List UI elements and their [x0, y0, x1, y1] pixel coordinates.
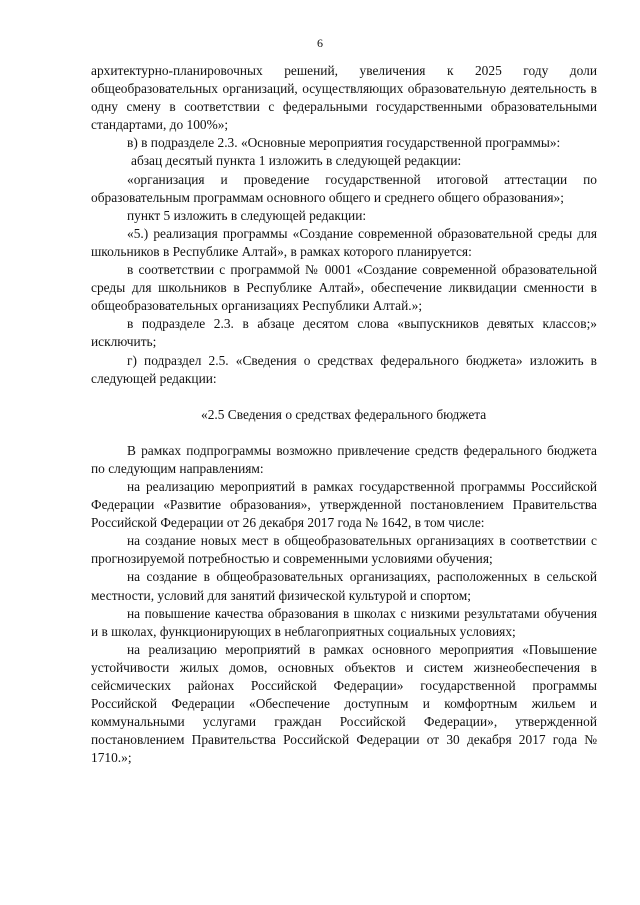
- paragraph: «организация и проведение государственной итоговой аттестации по образовательным программам основного общего и среднего общего образования»;: [91, 171, 597, 205]
- paragraph: «5.) реализация программы «Создание современной образовательной среды для школьников в Республике Алтай», в рамках которого планируется:: [91, 225, 597, 259]
- paragraph: в) в подразделе 2.3. «Основные мероприятия государственной программы»:: [127, 135, 561, 151]
- document-body: [91, 62, 597, 767]
- paragraph: в соответствии с программой № 0001 «Создание современной образовательной среды для школьников в Республике Алтай», обеспечение ликвидации сменности в общеобразовательных организациях Республики Алтай.»;: [91, 262, 597, 314]
- section-heading: «2.5 Сведения о средствах федерального бюджета: [201, 406, 487, 422]
- paragraph: абзац десятый пункта 1 изложить в следующей редакции:: [131, 153, 462, 169]
- paragraph: на повышение качества образования в школах с низкими результатами обучения и в школах, функционирующих в неблагоприятных социальных условиях;: [91, 605, 597, 639]
- paragraph: пункт 5 изложить в следующей редакции:: [127, 207, 367, 223]
- paragraph: архитектурно-планировочных решений, увеличения к 2025 году доли общеобразовательных организаций, осуществляющих образовательную деятельность в одну смену в соответствии с федеральными государственными образовательными стандартами, до 100%»;: [91, 63, 597, 133]
- paragraph: на реализацию мероприятий в рамках государственной программы Российской Федерации «Развитие образования», утвержденной постановлением Правительства Российской Федерации от 26 декабря 2017 года № 1642, в том числе:: [91, 478, 597, 531]
- paragraph: в подразделе 2.3. в абзаце десятом слова «выпускников девятых классов;» исключить;: [91, 316, 597, 350]
- paragraph: В рамках подпрограммы возможно привлечение средств федерального бюджета по следующим направлениям:: [91, 442, 597, 476]
- page-number: 6: [317, 36, 323, 50]
- paragraph: г) подраздел 2.5. «Сведения о средствах федерального бюджета» изложить в следующей редакции:: [91, 352, 597, 386]
- paragraphs-before-heading: [91, 62, 597, 388]
- paragraph: на реализацию мероприятий в рамках основного мероприятия «Повышение устойчивости жилых домов, основных объектов и систем жизнеобеспечения в сейсмических районах Российской Федерации» государственной программы Российской Федерации «Обеспечение доступным и комфортным жильем и коммунальными услугами граждан Российской Федерации», утвержденной постановлением Правительства Российской Федерации от 30 декабря 2017 года № 1710.»;: [91, 641, 597, 766]
- paragraph: на создание новых мест в общеобразовательных организациях в соответствии с прогнозируемой потребностью и современными условиями обучения;: [91, 533, 597, 567]
- paragraphs-after-heading: [91, 442, 597, 768]
- paragraph: на создание в общеобразовательных организациях, расположенных в сельской местности, условий для занятий физической культурой и спортом;: [91, 569, 597, 603]
